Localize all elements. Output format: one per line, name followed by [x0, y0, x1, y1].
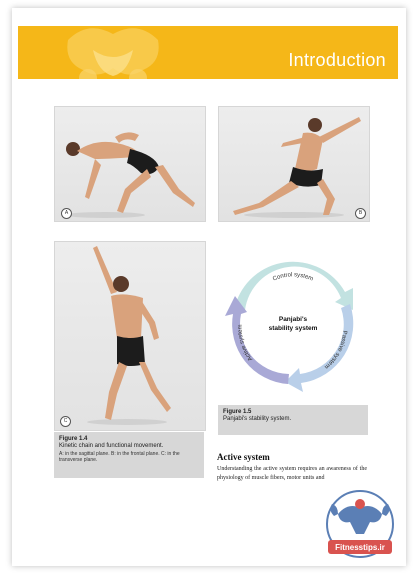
- photo-label-a: A: [61, 208, 72, 219]
- figure-silhouette: [55, 107, 205, 221]
- photo-frontal-lunge: [218, 106, 370, 222]
- figure-silhouette: [55, 242, 205, 430]
- stability-system-diagram: [213, 244, 373, 404]
- figure-1-5-caption: [218, 405, 368, 435]
- control-system-segment: [235, 262, 353, 310]
- figure-title: Figure 1.5: [223, 409, 252, 415]
- center-label-line-1: Panjabi's: [278, 316, 308, 323]
- pelvis-illustration: [58, 26, 168, 79]
- label-control-system: Control system: [272, 272, 314, 283]
- figure-caption: Panjabi's stability system.: [223, 416, 292, 422]
- label-passive-system: Passive system: [323, 330, 348, 370]
- center-label-line-2: stability system: [268, 325, 318, 332]
- figure-caption: Kinetic chain and functional movement.: [59, 443, 164, 449]
- body-text: Understanding the active system requires an awareness of the physiology of muscle fibers, motor units and: [217, 466, 367, 481]
- watermark-logo: [320, 488, 400, 564]
- section-heading: Active system: [217, 452, 270, 462]
- label-active-system: Active system: [237, 324, 255, 362]
- photo-label-c: C: [60, 416, 71, 427]
- page-title: Introduction: [288, 50, 386, 70]
- figure-subcaption: A: in the sagittal plane. B: in the frontal plane. C: in the transverse plane.: [59, 451, 180, 463]
- figure-1-4-caption: [54, 432, 204, 478]
- photo-sagittal-lunge: [54, 106, 206, 222]
- active-system-segment: [225, 296, 289, 384]
- watermark-text: Fitnesstips.ir: [335, 543, 385, 552]
- figure-title: Figure 1.4: [59, 436, 88, 442]
- photo-label-b: B: [355, 208, 366, 219]
- photo-transverse-reach: [54, 241, 206, 431]
- figure-silhouette: [219, 107, 369, 221]
